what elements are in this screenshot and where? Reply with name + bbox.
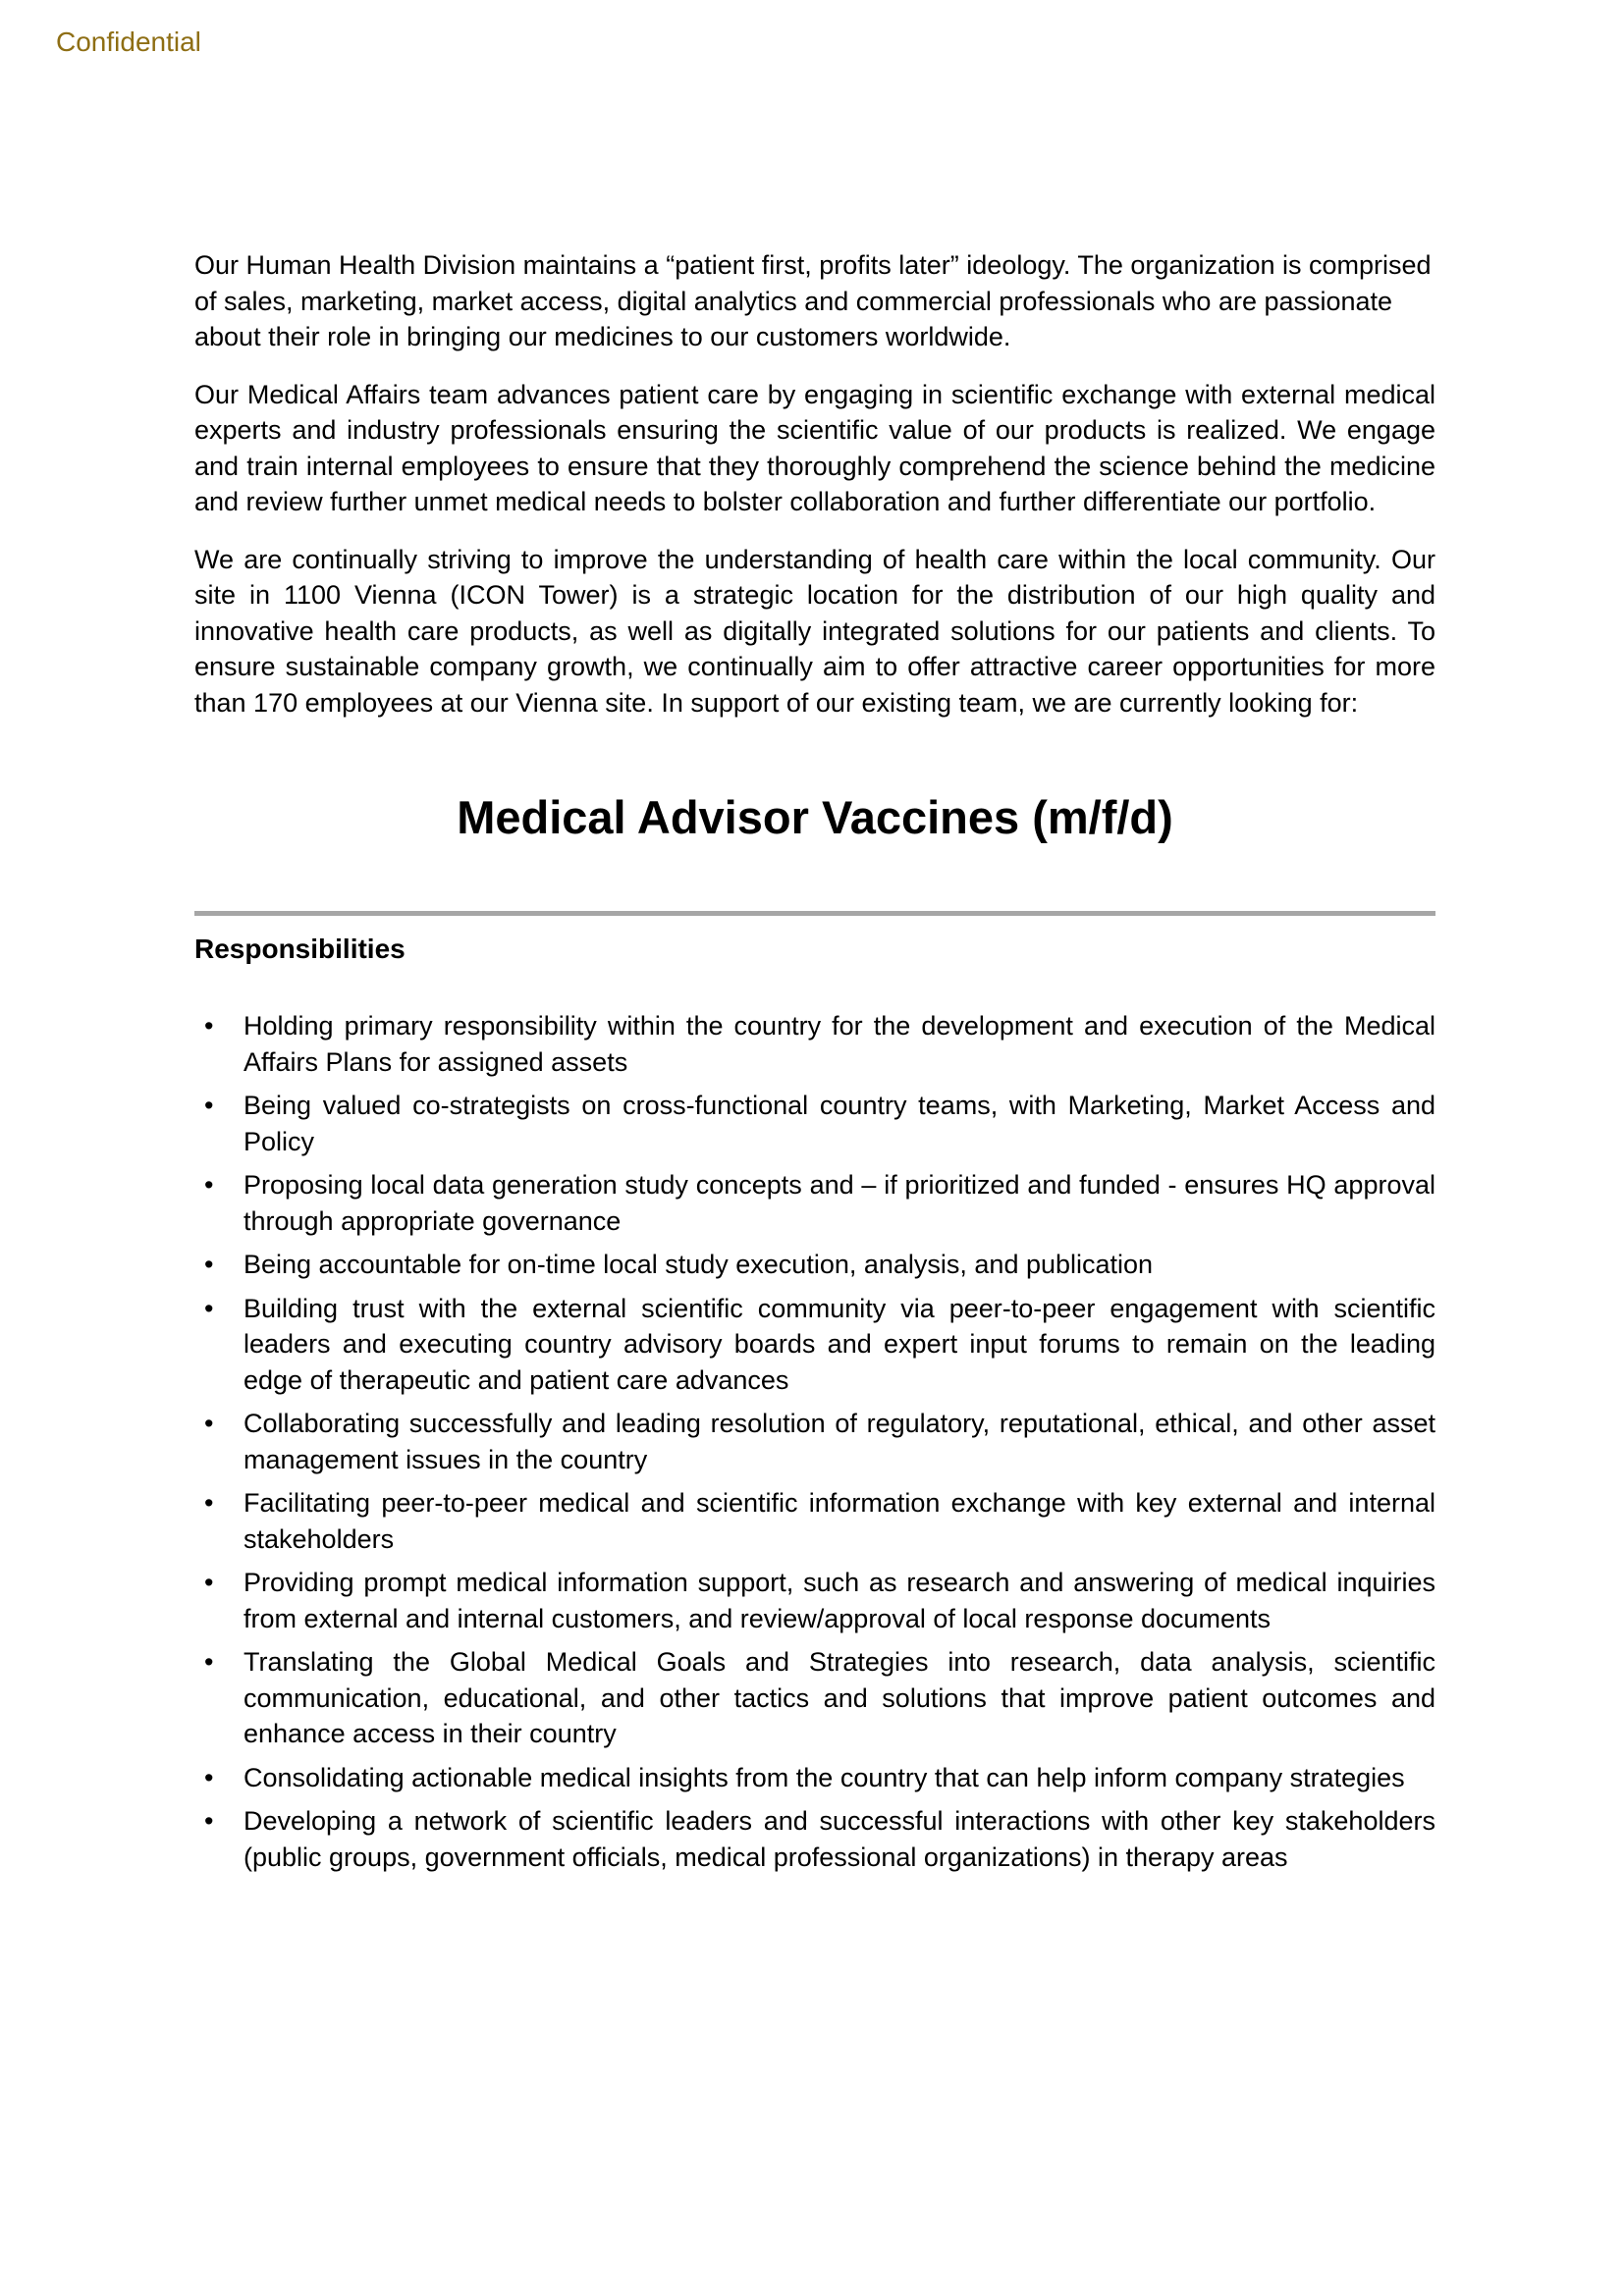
responsibility-item: • Building trust with the external scientific community via peer-to-peer engagement with scientific leaders and executing country advisory boards and expert input forums to remain on the leading edge of therapeutic and patient care advances [194, 1291, 1435, 1399]
responsibility-item: • Translating the Global Medical Goals and Strategies into research, data analysis, scientific communication, educational, and other tactics and solutions that improve patient outcomes and enhance access in their country [194, 1644, 1435, 1752]
responsibility-item: • Holding primary responsibility within the country for the development and execution of the Medical Affairs Plans for assigned assets [194, 1008, 1435, 1080]
job-title: Medical Advisor Vaccines (m/f/d) [457, 791, 1173, 843]
responsibility-item: • Proposing local data generation study concepts and – if prioritized and funded - ensures HQ approval through appropriate governance [194, 1167, 1435, 1239]
responsibility-item: • Being accountable for on-time local study execution, analysis, and publication [194, 1247, 1435, 1283]
responsibility-item: • Consolidating actionable medical insights from the country that can help inform company strategies [194, 1760, 1435, 1796]
responsibilities-list [194, 1008, 1435, 1875]
responsibilities-heading: Responsibilities [194, 934, 406, 965]
responsibility-item: • Developing a network of scientific leaders and successful interactions with other key stakeholders (public groups, government officials, medical professional organizations) in therapy areas [194, 1803, 1435, 1875]
section-divider [194, 911, 1435, 916]
responsibility-item: • Being valued co-strategists on cross-functional country teams, with Marketing, Market Access and Policy [194, 1088, 1435, 1159]
confidential-watermark: Confidential [56, 27, 201, 57]
intro-paragraph-3: We are continually striving to improve the understanding of health care within the local community. Our site in 1100 Vienna (ICON Tower) is a strategic location for the distribution of our high quality and innovative health care products, as well as digitally integrated solutions for our patients and clients. To ensure sustainable company growth, we continually aim to offer attractive career opportunities for more than 170 employees at our Vienna site. In support of our existing team, we are currently looking for: [194, 544, 1435, 718]
responsibility-item: • Providing prompt medical information support, such as research and answering of medical inquiries from external and internal customers, and review/approval of local response documents [194, 1565, 1435, 1636]
responsibility-item: • Collaborating successfully and leading resolution of regulatory, reputational, ethical, and other asset management issues in the country [194, 1406, 1435, 1477]
intro-paragraph-2: Our Medical Affairs team advances patient care by engaging in scientific exchange with external medical experts and industry professionals ensuring the scientific value of our products is realized. We engage and train internal employees to ensure that they thoroughly comprehend the science behind the medicine and review further unmet medical needs to bolster collaboration and further differentiate our portfolio. [194, 379, 1435, 516]
responsibility-item: • Facilitating peer-to-peer medical and scientific information exchange with key external and internal stakeholders [194, 1485, 1435, 1557]
document-content [194, 0, 1435, 1875]
intro-paragraph-1: Our Human Health Division maintains a “patient first, profits later” ideology. The organization is comprised of sales, marketing, market access, digital analytics and commercial professionals who are passionate about their role in bringing our medicines to our customers worldwide. [194, 250, 1432, 351]
